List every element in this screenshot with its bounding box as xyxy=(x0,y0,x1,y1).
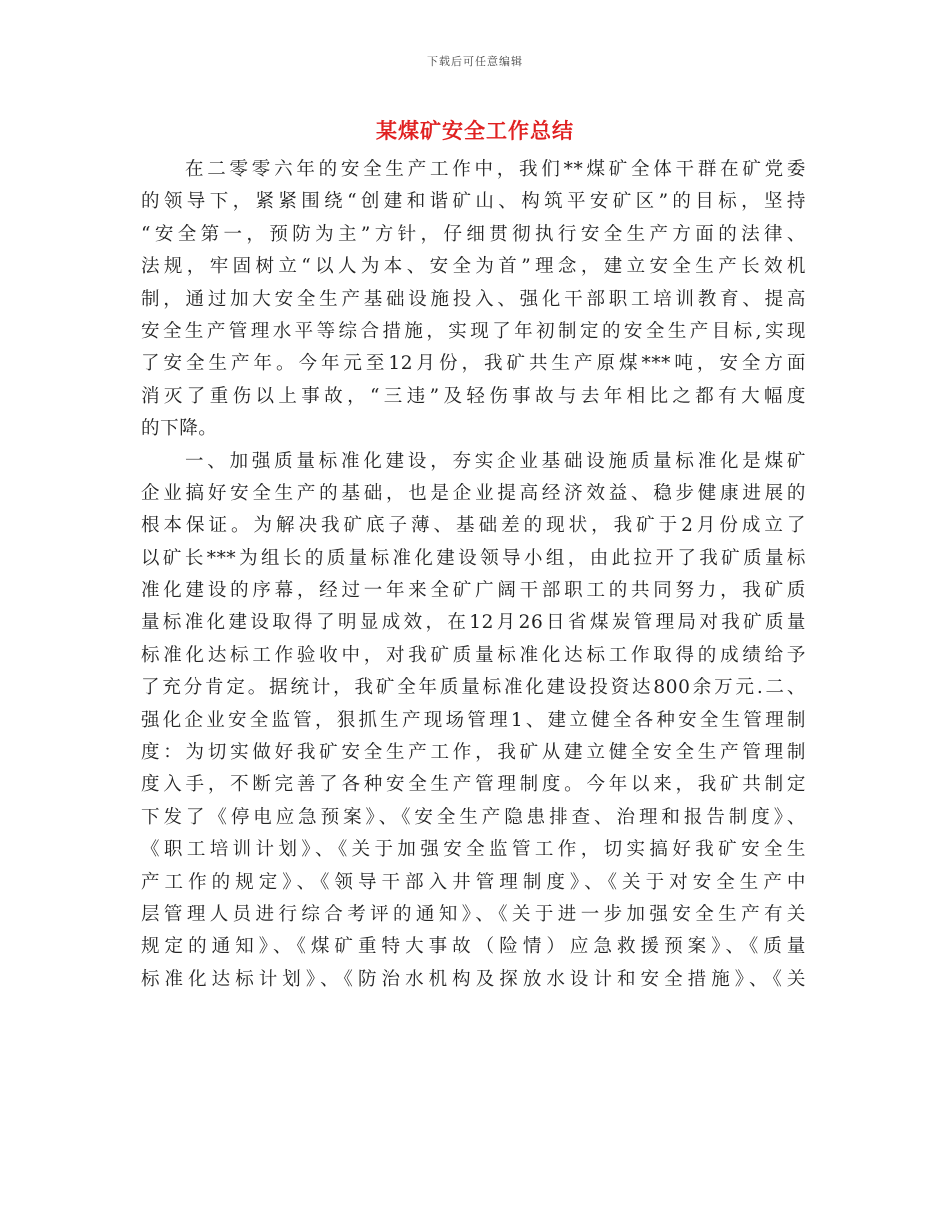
body-line: 的下降。 xyxy=(141,418,218,440)
body-line: 度入手，不断完善了各种安全生产管理制度。今年以来，我矿共制定 xyxy=(141,774,806,796)
body-line: 下发了《停电应急预案》、《安全生产隐患排查、治理和报告制度》、 xyxy=(141,806,806,828)
body-line: 企业搞好安全生产的基础，也是企业提高经济效益、稳步健康进展的 xyxy=(141,482,806,504)
body-line: 强化企业安全监管，狠抓生产现场管理1、建立健全各种安全生管理制 xyxy=(141,709,806,731)
body-line: 制，通过加大安全生产基础设施投入、强化干部职工培训教育、提高 xyxy=(141,288,806,310)
body-line: 量标准化建设取得了明显成效，在12月26日省煤炭管理局对我矿质量 xyxy=(141,612,806,634)
body-line: 度：为切实做好我矿安全生产工作，我矿从建立健全安全生产管理制 xyxy=(141,742,806,764)
body-line: “安全第一，预防为主”方针，仔细贯彻执行安全生产方面的法律、 xyxy=(141,223,806,245)
body-line: 标准化达标计划》、《防治水机构及探放水设计和安全措施》、《关 xyxy=(141,968,806,990)
body-line: 一、加强质量标准化建设，夯实企业基础设施质量标准化是煤矿 xyxy=(185,450,806,472)
body-line: 规定的通知》、《煤矿重特大事故（险情）应急救援预案》、《质量 xyxy=(141,936,806,958)
document-body xyxy=(141,154,806,996)
document-title: 某煤矿安全工作总结 xyxy=(376,118,574,143)
body-line: 消灭了重伤以上事故，“三违”及轻伤事故与去年相比之都有大幅度 xyxy=(141,385,806,407)
body-line: 《职工培训计划》、《关于加强安全监管工作，切实搞好我矿安全生 xyxy=(141,839,806,861)
body-line: 层管理人员进行综合考评的通知》、《关于进一步加强安全生产有关 xyxy=(141,903,806,925)
body-line: 准化建设的序幕，经过一年来全矿广阔干部职工的共同努力，我矿质 xyxy=(141,580,806,602)
header-note: 下载后可任意编辑 xyxy=(427,55,523,68)
body-line: 以矿长***为组长的质量标准化建设领导小组，由此拉开了我矿质量标 xyxy=(141,547,806,569)
body-line: 根本保证。为解决我矿底子薄、基础差的现状，我矿于2月份成立了 xyxy=(141,515,806,537)
body-line: 产工作的规定》、《领导干部入井管理制度》、《关于对安全生产中 xyxy=(141,871,806,893)
body-line: 标准化达标工作验收中，对我矿质量标准化达标工作取得的成绩给予 xyxy=(141,644,806,666)
body-line: 法规，牢固树立“以人为本、安全为首”理念，建立安全生产长效机 xyxy=(141,256,806,278)
body-line: 了安全生产年。今年元至12月份，我矿共生产原煤***吨，安全方面 xyxy=(141,353,806,375)
body-line: 的领导下，紧紧围绕“创建和谐矿山、构筑平安矿区”的目标，坚持 xyxy=(141,191,806,213)
body-line: 了充分肯定。据统计，我矿全年质量标准化建设投资达800余万元.二、 xyxy=(141,677,806,699)
body-line: 在二零零六年的安全生产工作中，我们**煤矿全体干群在矿党委 xyxy=(185,159,806,180)
body-line: 安全生产管理水平等综合措施，实现了年初制定的安全生产目标,实现 xyxy=(141,320,806,342)
